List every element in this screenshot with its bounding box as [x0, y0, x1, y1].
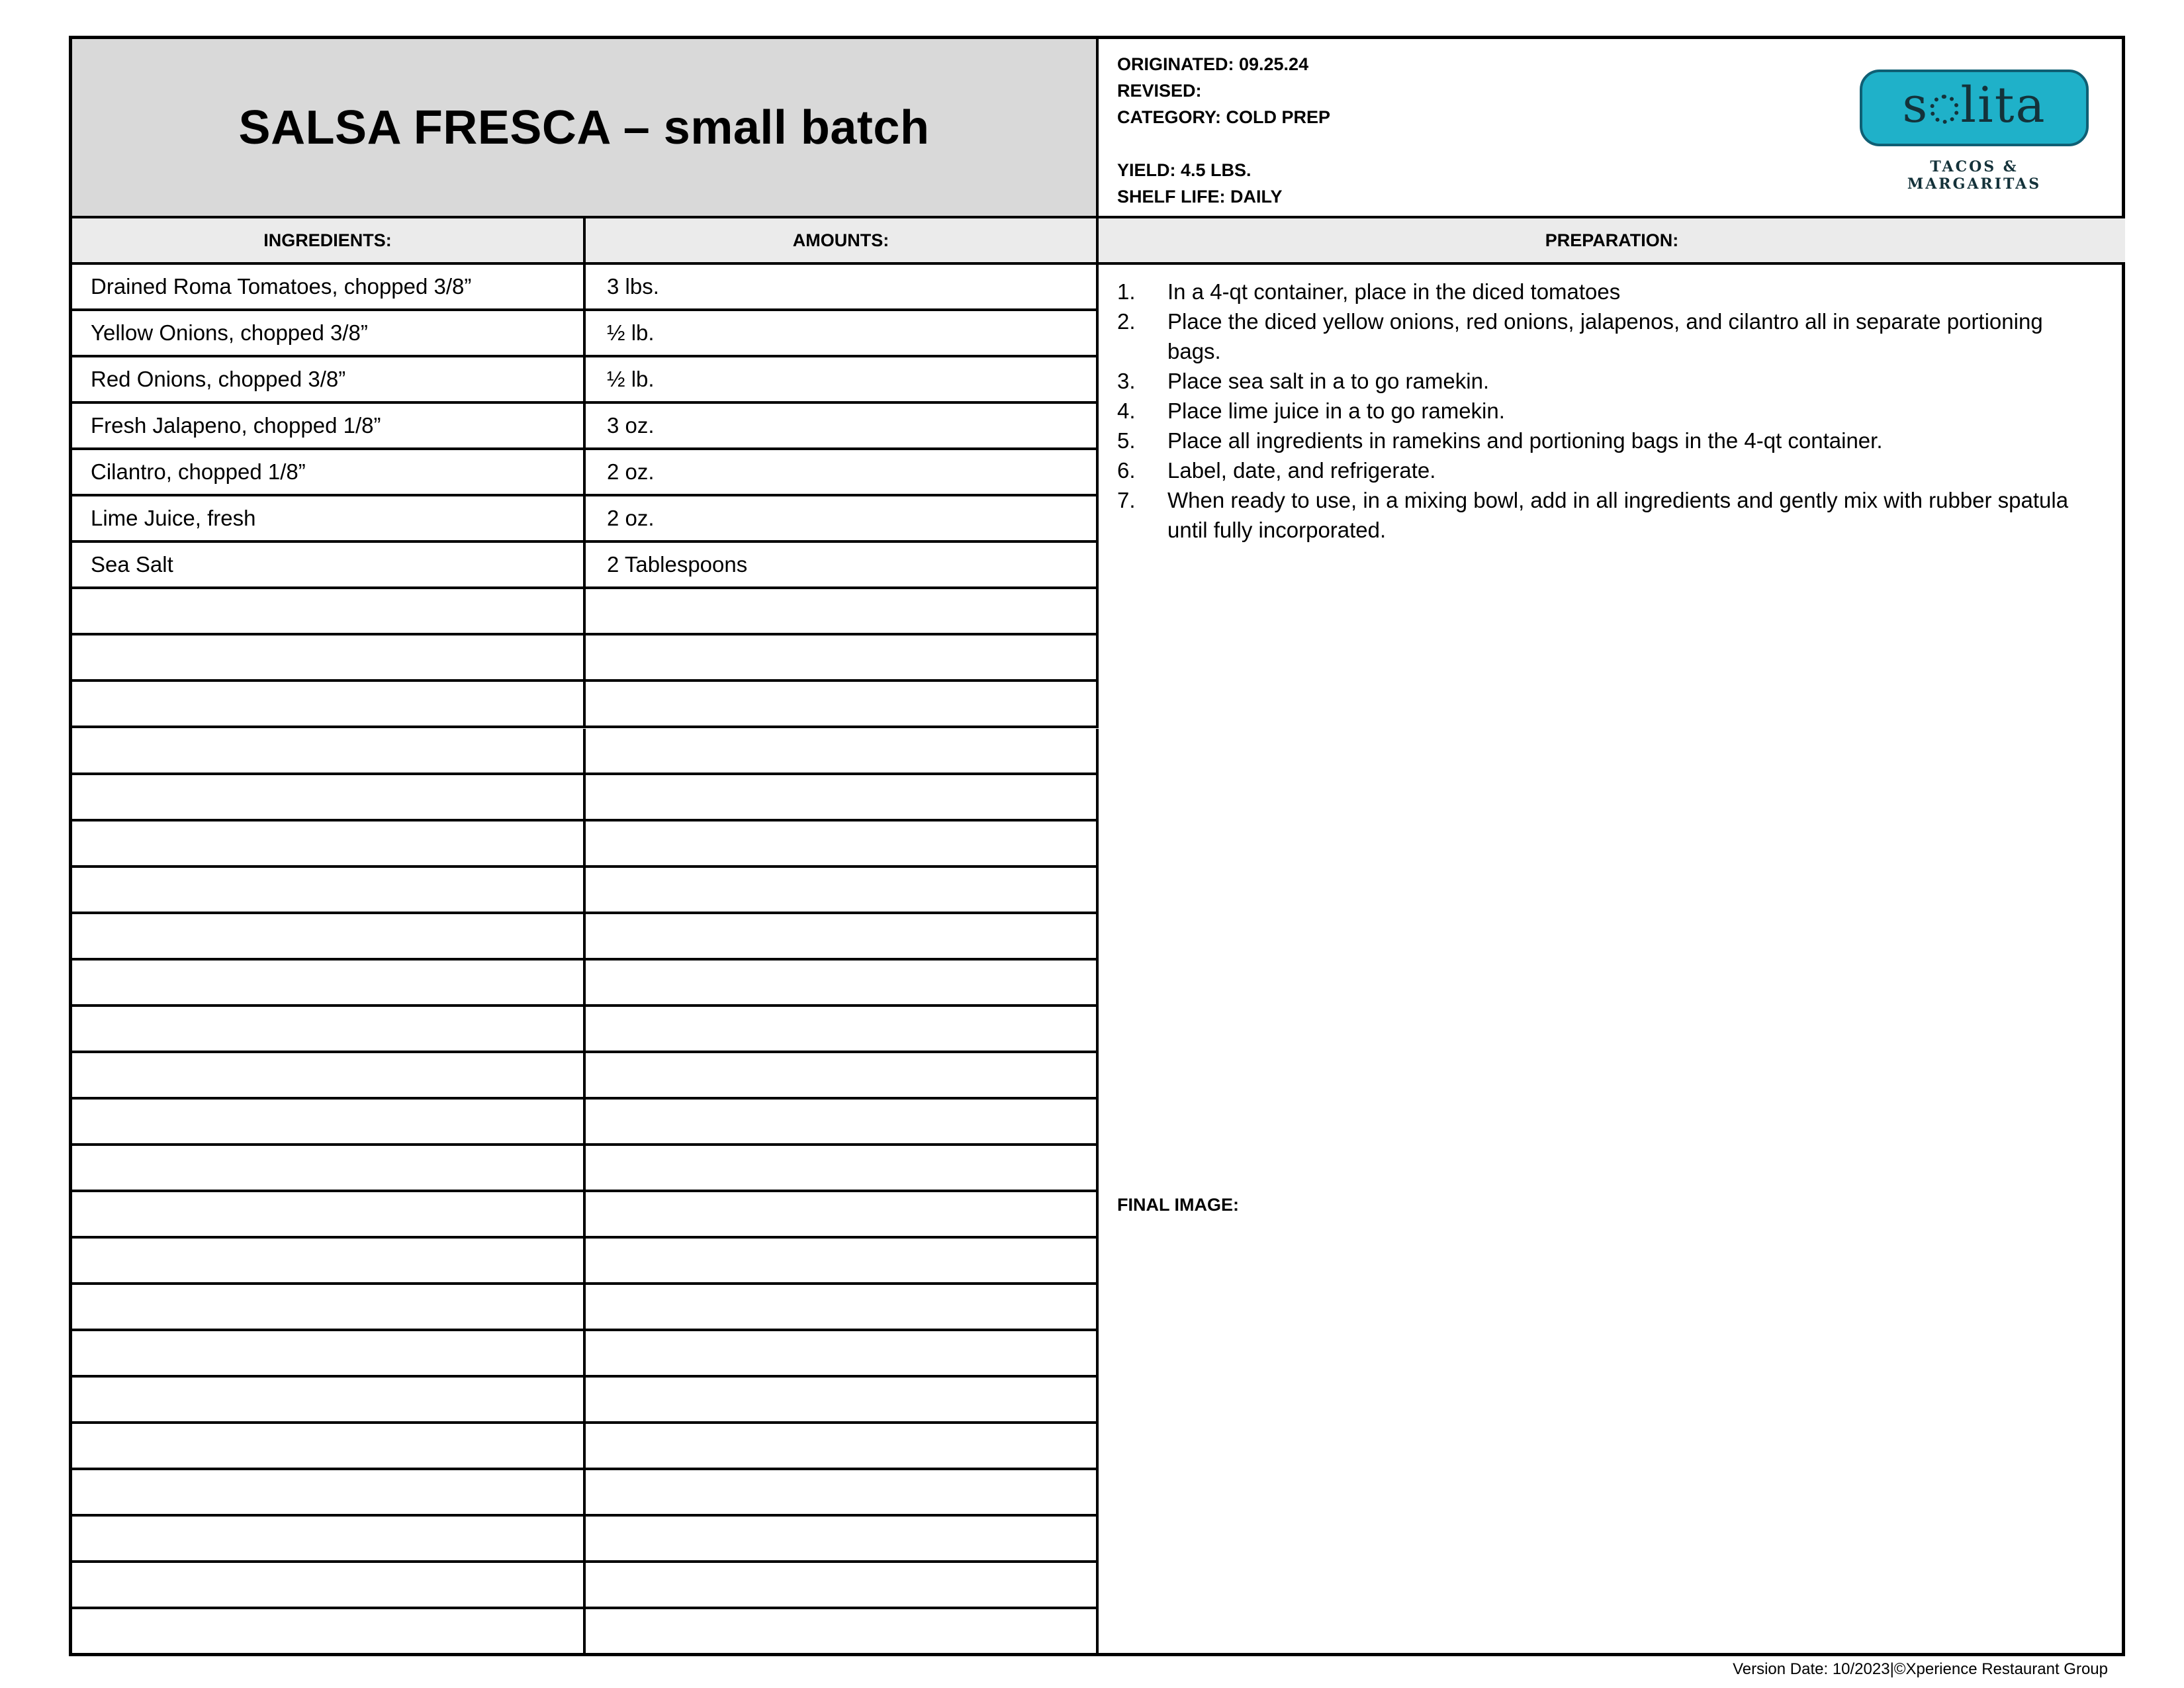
ingredient-amount	[586, 1424, 1099, 1468]
ingredient-amount	[586, 635, 1099, 679]
table-row	[72, 543, 1099, 589]
table-row	[72, 496, 1099, 543]
version-footer: Version Date: 10/2023|©Xperience Restaurant Group	[1733, 1660, 2108, 1678]
list-item	[1117, 485, 2097, 545]
table-row	[72, 729, 1099, 775]
table-row	[72, 311, 1099, 357]
recipe-meta	[1117, 51, 1330, 210]
table-row	[72, 1378, 1099, 1424]
table-row	[72, 589, 1099, 635]
step-number: 6.	[1117, 458, 1136, 483]
step-text: In a 4-qt container, place in the diced tomatoes	[1167, 279, 1621, 304]
table-row	[72, 404, 1099, 450]
ingredient-name	[72, 1517, 586, 1560]
ingredient-name	[72, 1285, 586, 1329]
table-row	[72, 357, 1099, 404]
ingredient-name	[72, 914, 586, 958]
table-row	[72, 1007, 1099, 1053]
meta-cell	[1099, 39, 2125, 218]
ingredient-amount: 3 lbs.	[586, 265, 1099, 308]
ingredient-amount	[586, 729, 1099, 773]
ingredient-amount	[586, 682, 1099, 726]
ingredient-amount	[586, 1146, 1099, 1190]
originated-date: ORIGINATED: 09.25.24	[1117, 54, 1309, 74]
logo-wordmark: s lita	[1902, 77, 2046, 134]
step-number: 7.	[1117, 488, 1136, 512]
table-row	[72, 1517, 1099, 1563]
ingredient-amount	[586, 821, 1099, 865]
ingredient-amount	[586, 775, 1099, 819]
ingredient-name: Lime Juice, fresh	[72, 496, 586, 540]
table-row	[72, 914, 1099, 961]
ingredient-amount	[586, 961, 1099, 1004]
list-item	[1117, 426, 2097, 455]
ingredient-name	[72, 1470, 586, 1514]
amounts-header: AMOUNTS:	[586, 218, 1099, 265]
logo-tagline: TACOS & MARGARITAS	[1907, 158, 2042, 193]
category: CATEGORY: COLD PREP	[1117, 107, 1331, 127]
solita-logo	[1860, 70, 2091, 193]
table-row	[72, 821, 1099, 868]
ingredient-amount	[586, 1053, 1099, 1097]
step-number: 1.	[1117, 279, 1136, 304]
ingredients-header: INGREDIENTS:	[72, 218, 586, 265]
table-row	[72, 868, 1099, 914]
step-text: Label, date, and refrigerate.	[1167, 458, 1436, 483]
step-text: When ready to use, in a mixing bowl, add in all ingredients and gently mix with rubber spatula until fully incorporated.	[1167, 488, 2069, 542]
table-row	[72, 1609, 1099, 1656]
step-number: 5.	[1117, 428, 1136, 453]
table-row	[72, 1563, 1099, 1609]
ingredient-name	[72, 821, 586, 865]
ingredient-name	[72, 635, 586, 679]
title-cell	[72, 39, 1099, 218]
ingredient-name	[72, 1424, 586, 1468]
ingredient-name	[72, 1378, 586, 1421]
ingredient-amount: 2 Tablespoons	[586, 543, 1099, 586]
step-number: 4.	[1117, 399, 1136, 423]
ingredient-amount: 2 oz.	[586, 450, 1099, 494]
ingredient-name	[72, 1053, 586, 1097]
recipe-title: SALSA FRESCA – small batch	[238, 101, 930, 154]
ingredient-amount	[586, 1100, 1099, 1143]
step-text: Place lime juice in a to go ramekin.	[1167, 399, 1505, 423]
list-item	[1117, 396, 2097, 426]
step-text: Place sea salt in a to go ramekin.	[1167, 369, 1490, 393]
ingredient-name	[72, 1239, 586, 1282]
table-row	[72, 1239, 1099, 1285]
ingredient-name: Yellow Onions, chopped 3/8”	[72, 311, 586, 355]
table-row	[72, 1331, 1099, 1378]
preparation-header: PREPARATION:	[1099, 218, 2125, 265]
ingredient-amount	[586, 914, 1099, 958]
table-row	[72, 961, 1099, 1007]
step-text: Place the diced yellow onions, red onions, jalapenos, and cilantro all in separate portioning bags.	[1167, 309, 2043, 363]
ingredient-name: Sea Salt	[72, 543, 586, 586]
ingredient-amount: ½ lb.	[586, 357, 1099, 401]
table-row	[72, 1146, 1099, 1192]
ingredient-amount	[586, 868, 1099, 912]
ingredient-name	[72, 1192, 586, 1236]
ingredient-name	[72, 589, 586, 633]
table-row	[72, 1470, 1099, 1517]
ingredient-name	[72, 1609, 586, 1656]
ingredient-name: Drained Roma Tomatoes, chopped 3/8”	[72, 265, 586, 308]
ingredient-name	[72, 1331, 586, 1375]
ingredient-amount	[586, 1285, 1099, 1329]
ingredient-name: Cilantro, chopped 1/8”	[72, 450, 586, 494]
table-row	[72, 1100, 1099, 1146]
table-row	[72, 775, 1099, 821]
ingredient-amount: 2 oz.	[586, 496, 1099, 540]
ingredient-amount	[586, 1378, 1099, 1421]
step-number: 2.	[1117, 309, 1136, 334]
ingredient-name	[72, 868, 586, 912]
preparation-area	[1099, 265, 2125, 1656]
ingredient-name	[72, 1563, 586, 1607]
list-item	[1117, 455, 2097, 485]
ingredient-name	[72, 1100, 586, 1143]
ingredient-amount	[586, 1609, 1099, 1656]
logo-badge	[1860, 70, 2089, 146]
list-item	[1117, 306, 2097, 366]
ingredient-name	[72, 1007, 586, 1051]
shelf-life: SHELF LIFE: DAILY	[1117, 187, 1283, 207]
step-text: Place all ingredients in ramekins and portioning bags in the 4-qt container.	[1167, 428, 1883, 453]
table-row	[72, 1424, 1099, 1470]
ingredient-name	[72, 961, 586, 1004]
ingredient-amount: ½ lb.	[586, 311, 1099, 355]
revised-date: REVISED:	[1117, 81, 1202, 101]
ingredient-name	[72, 775, 586, 819]
ingredient-amount	[586, 589, 1099, 633]
table-row	[72, 265, 1099, 311]
final-image-label: FINAL IMAGE:	[1117, 1195, 1239, 1215]
preparation-steps	[1117, 277, 2097, 545]
ingredient-amount	[586, 1239, 1099, 1282]
ingredient-amount	[586, 1007, 1099, 1051]
table-row	[72, 1285, 1099, 1331]
ingredient-amount	[586, 1470, 1099, 1514]
ingredient-name	[72, 729, 586, 773]
table-row	[72, 635, 1099, 682]
ingredient-name	[72, 1146, 586, 1190]
table-row	[72, 1192, 1099, 1239]
list-item	[1117, 366, 2097, 396]
table-row	[72, 1053, 1099, 1100]
ingredient-name: Fresh Jalapeno, chopped 1/8”	[72, 404, 586, 447]
ingredient-amount	[586, 1563, 1099, 1607]
table-row	[72, 450, 1099, 496]
table-row	[72, 682, 1099, 728]
ingredient-name	[72, 682, 586, 726]
yield: YIELD: 4.5 LBS.	[1117, 160, 1251, 180]
ingredient-amount	[586, 1331, 1099, 1375]
ingredient-name: Red Onions, chopped 3/8”	[72, 357, 586, 401]
recipe-sheet	[69, 36, 2125, 1656]
sun-icon	[1930, 95, 1959, 124]
step-number: 3.	[1117, 369, 1136, 393]
list-item	[1117, 277, 2097, 306]
ingredient-amount	[586, 1517, 1099, 1560]
ingredient-amount	[586, 1192, 1099, 1236]
ingredient-amount: 3 oz.	[586, 404, 1099, 447]
